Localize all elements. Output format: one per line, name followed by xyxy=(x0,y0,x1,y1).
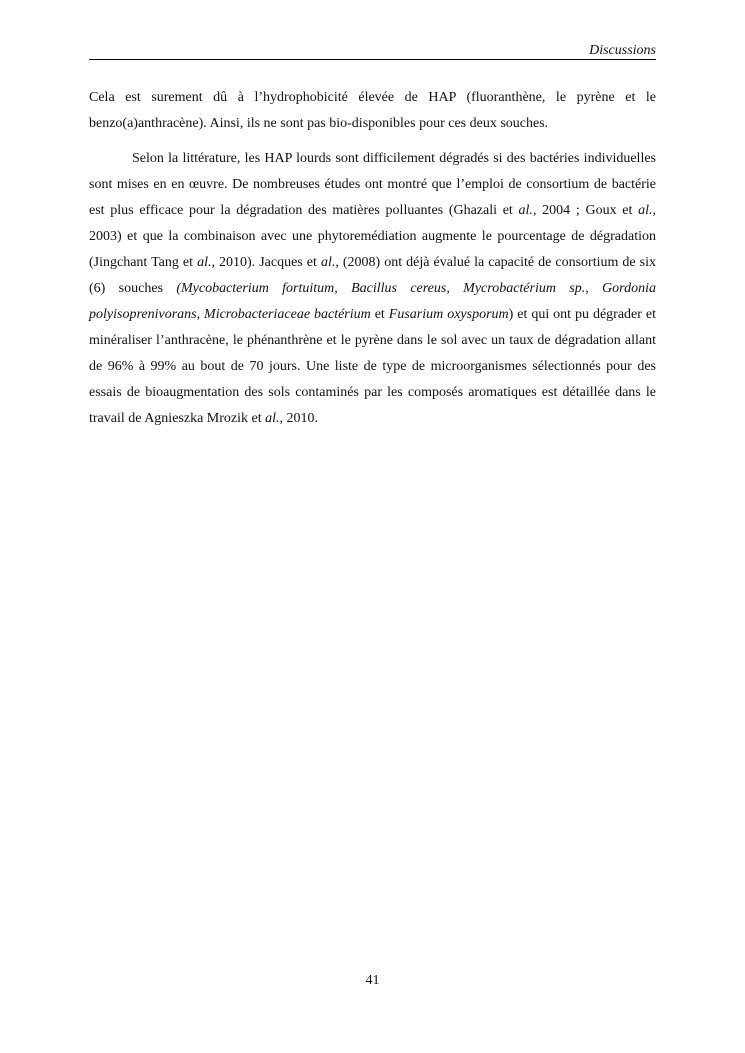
italic-text-run: (Mycobacterium fortuitum, Bacillus cereus, Mycrobactérium sp., Gordonia polyisoprenivorans, Microbacteriaceae bactérium xyxy=(89,281,656,322)
italic-text-run: al. xyxy=(320,255,336,270)
page-number: 41 xyxy=(365,973,380,988)
paragraph-1 xyxy=(89,85,656,137)
text-run: et xyxy=(370,307,389,322)
paragraph-2 xyxy=(89,146,656,432)
italic-text-run: al. xyxy=(265,411,280,426)
italic-text-run: al., xyxy=(638,203,656,218)
italic-text-run: al. xyxy=(197,255,212,270)
text-run: Selon la littérature, les HAP lourds sont difficilement dégradés si des bactéries individuelles sont mises en en œuvre. De nombreuses études ont montré que l’emploi de consortium de bactérie est plus efficace pour la dégradation des matières polluantes (Ghazali et xyxy=(89,151,656,218)
text-run: ) et qui ont pu dégrader et minéraliser l’anthracène, le phénanthrène et le pyrène dans le sol avec un taux de dégradation allant de 96% à 99% au bout de 70 jours. Une liste de type de microorganismes sélectionnés pour des essais de bioaugmentation des sols contaminés par les composés aromatiques est détaillée dans le travail de Agnieszka Mrozik et xyxy=(89,307,656,426)
italic-text-run: Fusarium oxysporum xyxy=(388,307,509,322)
header-rule xyxy=(89,59,656,60)
italic-text-run: al. xyxy=(518,203,533,218)
text-run: , 2010). Jacques et xyxy=(211,255,321,270)
text-run: , 2010. xyxy=(279,411,318,426)
body-text xyxy=(89,85,656,432)
text-run: Cela est surement dû à l’hydrophobicité élevée de HAP (fluoranthène, le pyrène et le benzo(a)anthracène). Ainsi, ils ne sont pas bio-disponibles pour ces deux souches. xyxy=(89,90,656,131)
text-run: , (2008) ont déjà évalué la capacité de consortium de six (6) souches xyxy=(89,255,656,296)
text-run: , 2004 ; Goux et xyxy=(532,203,639,218)
running-header-title: Discussions xyxy=(589,43,656,58)
text-run: 2003) et que la combinaison avec une phytoremédiation augmente le pourcentage de dégradation (Jingchant Tang et xyxy=(89,229,656,270)
